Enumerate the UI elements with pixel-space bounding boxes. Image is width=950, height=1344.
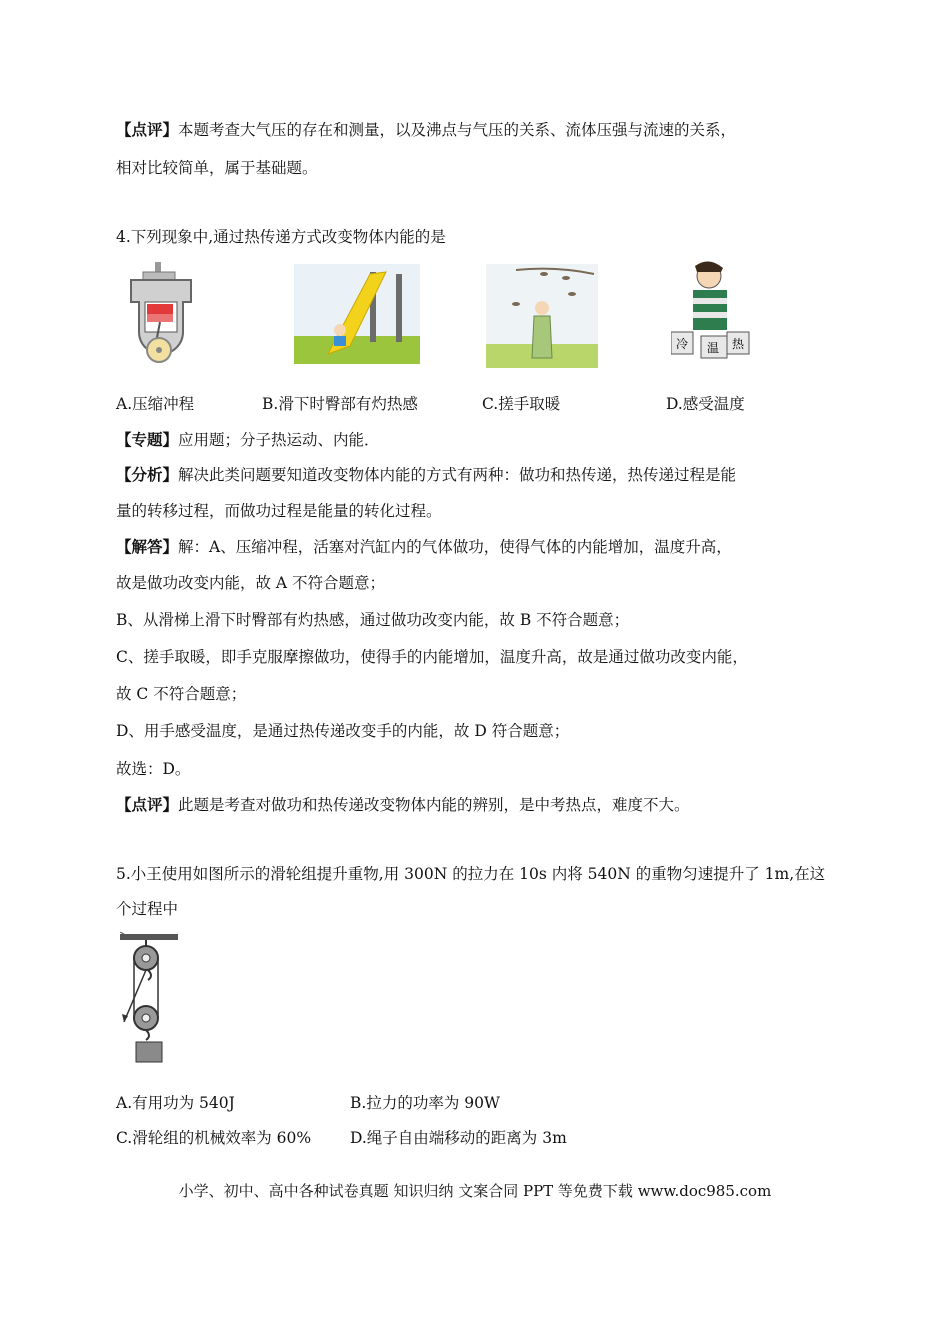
q5-option-c: C.滑轮组的机械效率为 60% xyxy=(116,1129,312,1147)
q4-answer-line-3: B、从滑梯上滑下时臀部有灼热感，通过做功改变内能，故 B 不符合题意； xyxy=(116,611,630,629)
q4-option-c: C.搓手取暖 xyxy=(482,395,561,413)
q4-answer-line-5: 故 C 不符合题意； xyxy=(116,685,247,703)
q5-stem-line-1: 5.小王使用如图所示的滑轮组提升重物,用 300N 的拉力在 10s 内将 540N 的重物匀速提升了 1m,在这 xyxy=(116,865,826,883)
q3-review-tag: 【点评】 xyxy=(116,120,179,139)
q4-review-tag: 【点评】 xyxy=(116,795,179,814)
q4-answer-text-1: 解：A、压缩冲程，活塞对汽缸内的气体做功，使得气体的内能增加，温度升高， xyxy=(178,538,732,556)
q4-analysis-line-2: 量的转移过程，而做功过程是能量的转化过程。 xyxy=(116,502,442,520)
q4-option-a: A.压缩冲程 xyxy=(116,395,195,413)
hot-label: 热 xyxy=(732,337,745,351)
q5-option-b: B.拉力的功率为 90W xyxy=(350,1094,500,1112)
q3-review-line-1 xyxy=(116,120,736,140)
q4-stem: 4.下列现象中,通过热传递方式改变物体内能的是 xyxy=(116,228,446,246)
warm-label: 温 xyxy=(707,341,720,355)
cold-label: 冷 xyxy=(676,337,689,351)
slide-image xyxy=(294,264,420,364)
q4-review-text: 此题是考查对做功和热传递改变物体内能的辨别，是中考热点，难度不大。 xyxy=(178,796,690,814)
q4-topic-tag: 【专题】 xyxy=(116,430,179,449)
q4-answer-tag: 【解答】 xyxy=(116,537,179,556)
q5-option-a: A.有用功为 540J xyxy=(116,1094,235,1112)
pulley-system-image xyxy=(118,932,180,1066)
q3-review-text-1: 本题考查大气压的存在和测量，以及沸点与气压的关系、流体压强与流速的关系， xyxy=(178,121,737,139)
engine-compression-image xyxy=(125,262,197,370)
q4-topic-text: 应用题；分子热运动、内能． xyxy=(178,431,380,449)
q4-review xyxy=(116,795,690,815)
q5-option-d: D.绳子自由端移动的距离为 3m xyxy=(350,1129,567,1147)
q4-option-d: D.感受温度 xyxy=(666,395,745,413)
rubbing-hands-image xyxy=(486,264,598,368)
q4-analysis-tag: 【分析】 xyxy=(116,465,179,484)
q4-analysis-line-1 xyxy=(116,465,736,485)
q4-answer-line-1 xyxy=(116,537,732,557)
page-footer: 小学、初中、高中各种试卷真题 知识归纳 文案合同 PPT 等免费下载 www.doc985.com xyxy=(178,1182,772,1200)
q4-answer-line-2: 故是做功改变内能，故 A 不符合题意； xyxy=(116,574,386,592)
q4-answer-line-7: 故选：D。 xyxy=(116,760,191,778)
q4-analysis-text-1: 解决此类问题要知道改变物体内能的方式有两种：做功和热传递，热传递过程是能 xyxy=(178,466,737,484)
q4-topic xyxy=(116,430,380,450)
feel-temperature-image xyxy=(671,258,779,366)
q4-option-b: B.滑下时臀部有灼热感 xyxy=(262,395,418,413)
q5-stem-line-2: 个过程中 xyxy=(116,900,179,918)
q4-answer-line-4: C、搓手取暖，即手克服摩擦做功，使得手的内能增加，温度升高，故是通过做功改变内能， xyxy=(116,648,748,666)
q4-answer-line-6: D、用手感受温度，是通过热传递改变手的内能，故 D 符合题意； xyxy=(116,722,570,740)
q3-review-line-2: 相对比较简单，属于基础题。 xyxy=(116,159,318,177)
